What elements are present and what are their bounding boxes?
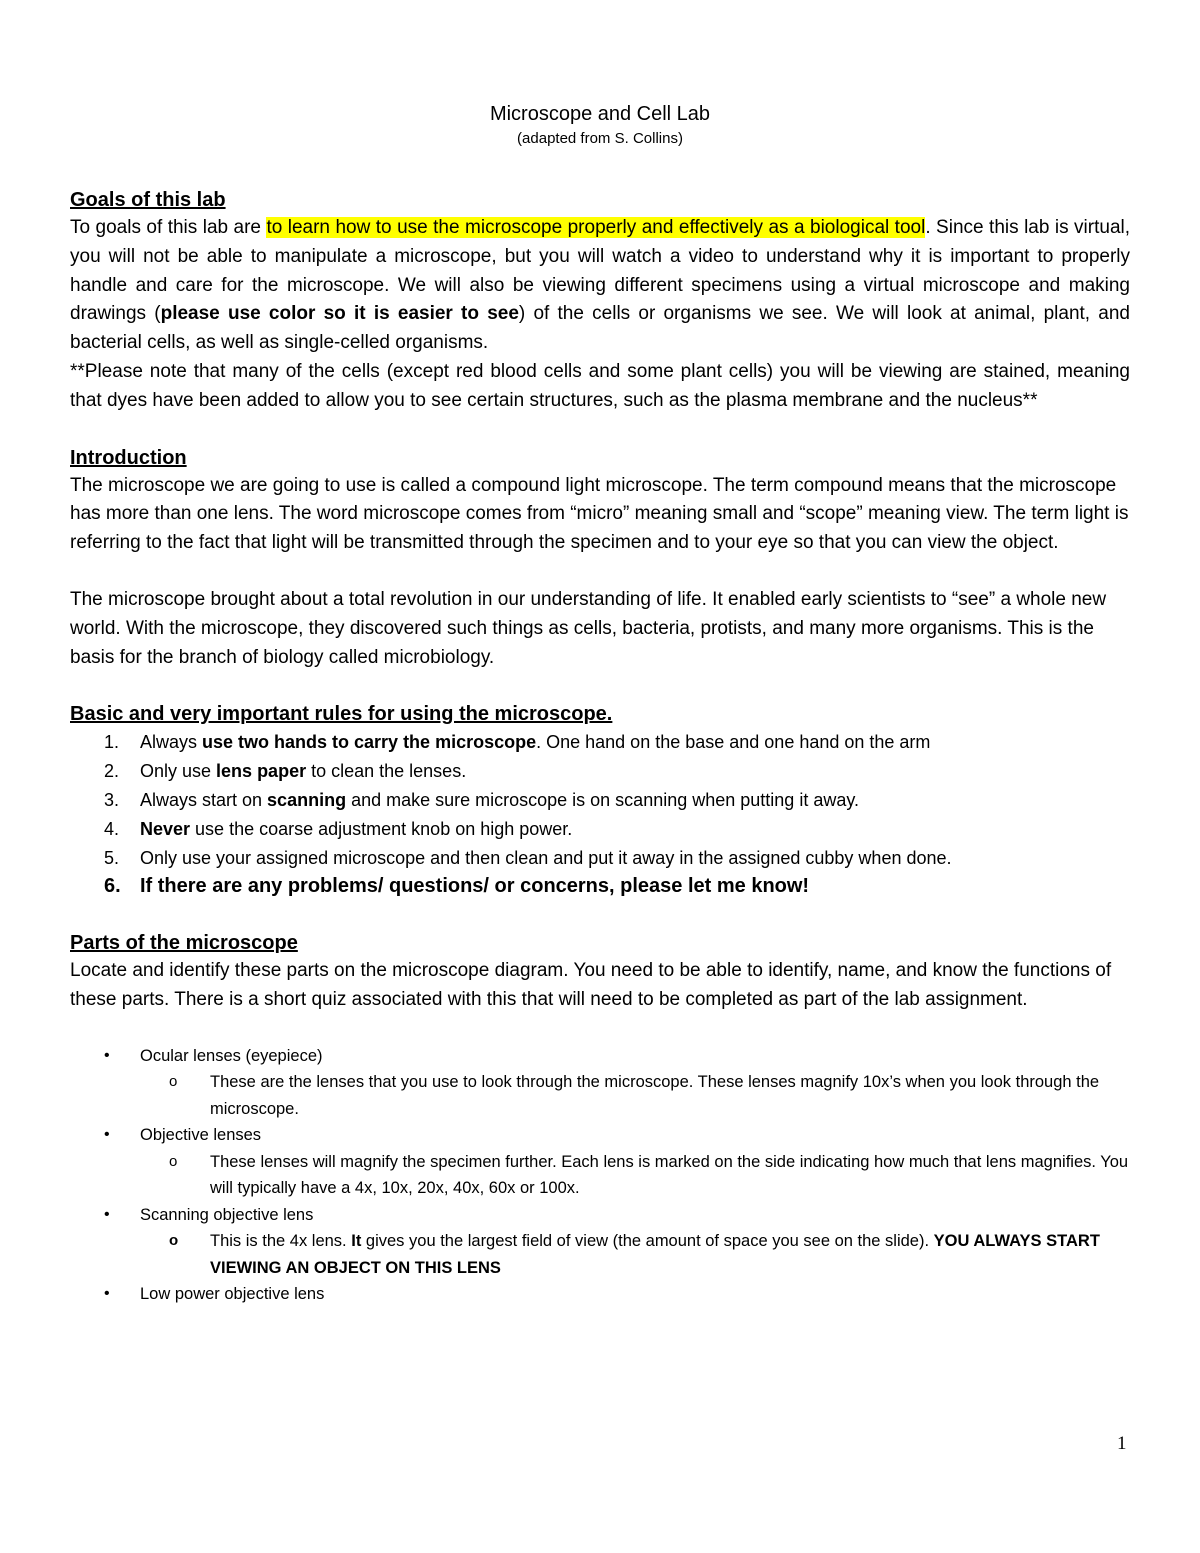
goals-highlight: to learn how to use the microscope properly and effectively as a biological tool	[266, 217, 926, 238]
parts-intro: Locate and identify these parts on the microscope diagram. You need to be able to identify, name, and know the functions of these parts. There is a short quiz associated with this that will need to be completed as part of the lab assignment.	[70, 960, 1112, 1010]
part-description: These lenses will magnify the specimen further. Each lens is marked on the side indicating how much that lens magnifies. You will typically have a 4x, 10x, 20x, 40x, 60x or 100x.	[210, 1152, 1129, 1198]
rule-number: 5.	[104, 847, 120, 868]
rule-text: Only use your assigned microscope and then clean and put it away in the assigned cubby when done.	[140, 847, 952, 868]
rule-number: 3.	[104, 789, 120, 810]
rule-bold: Never	[140, 818, 191, 839]
rules-heading: Basic and very important rules for using the microscope.	[70, 703, 613, 726]
bullet-icon: •	[104, 1205, 110, 1223]
intro-paragraph-1: The microscope we are going to use is called a compound light microscope. The term compound means that the microscope has more than one lens. The word microscope comes from “micro” meaning small and “scope” meaning view. The term light is referring to the fact that light will be transmitted through the specimen and to your eye so that you can view the object.	[70, 474, 1129, 554]
rule-item	[70, 786, 1130, 815]
part-description: This is the 4x lens.	[210, 1232, 352, 1251]
doc-title: Microscope and Cell Lab	[489, 103, 711, 125]
doc-subtitle: (adapted from S. Collins)	[517, 130, 683, 147]
sublist-item	[140, 1069, 1130, 1122]
document-page	[70, 100, 1130, 1308]
sublist	[140, 1069, 1130, 1122]
rule-text: Always start on	[140, 789, 268, 810]
rule-number: 4.	[104, 818, 120, 839]
rule-number: 1.	[104, 732, 120, 753]
bullet-icon: •	[104, 1285, 110, 1303]
rule-bold: lens paper	[216, 761, 307, 782]
parts-heading: Parts of the microscope	[70, 932, 298, 955]
sub-bullet-icon: o	[169, 1073, 178, 1091]
sub-bullet-icon: o	[169, 1152, 178, 1170]
part-label: Low power objective lens	[140, 1285, 325, 1304]
rule-item	[70, 872, 1130, 901]
list-item	[70, 1122, 1130, 1202]
rule-text: to clean the lenses.	[306, 761, 467, 782]
rule-bold: If there are any problems/ questions/ or concerns, please let me know!	[140, 875, 810, 898]
rule-item	[70, 757, 1130, 786]
rule-number: 2.	[104, 761, 120, 782]
sublist	[140, 1228, 1130, 1281]
rule-text: use the coarse adjustment knob on high power.	[190, 818, 573, 839]
intro-paragraph-2: The microscope brought about a total revolution in our understanding of life. It enabled early scientists to “see” a whole new world. With the microscope, they discovered such things as cells, bacteria, protists, and many more organisms. This is the basis for the branch of biology called microbiology.	[70, 588, 1107, 668]
rule-item	[70, 728, 1130, 757]
goals-bold-color-note: please use color so it is easier to see	[160, 303, 519, 325]
rule-item	[70, 844, 1130, 873]
list-item	[70, 1281, 1130, 1308]
rule-text: Always	[140, 732, 203, 753]
rule-number: 6.	[104, 875, 121, 898]
rule-bold: use two hands to carry the microscope	[202, 732, 537, 753]
goals-text-3: ) of the cells or organisms we see. We will look at animal, plant, and bacterial cells, as well as single-celled organisms.	[70, 303, 1130, 354]
goals-paragraph	[70, 214, 1130, 358]
part-label: Objective lenses	[140, 1126, 262, 1145]
part-description-bold: YOU ALWAYS START VIEWING AN OBJECT ON THIS LENS	[210, 1232, 1100, 1277]
sublist-item	[140, 1149, 1130, 1202]
goals-text-1: To goals of this lab are	[70, 217, 267, 238]
stain-note: **Please note that many of the cells (except red blood cells and some plant cells) you will be viewing are stained, meaning that dyes have been added to allow you to see certain structures, such as the plasma membrane and the nucleus**	[70, 360, 1130, 411]
bullet-icon: •	[104, 1126, 110, 1144]
part-label: Ocular lenses (eyepiece)	[140, 1046, 323, 1065]
intro-heading: Introduction	[70, 446, 187, 469]
list-item	[70, 1202, 1130, 1282]
sublist	[140, 1149, 1130, 1202]
part-description-bold: It	[351, 1232, 362, 1251]
part-description: gives you the largest field of view (the amount of space you see on the slide).	[361, 1232, 934, 1251]
rule-text: Only use	[140, 761, 217, 782]
part-label: Scanning objective lens	[140, 1205, 314, 1224]
goals-heading: Goals of this lab	[70, 189, 226, 211]
sub-bullet-icon: o	[169, 1232, 179, 1250]
parts-list	[70, 1043, 1130, 1308]
list-item	[70, 1043, 1130, 1123]
bullet-icon: •	[104, 1046, 110, 1064]
part-description: These are the lenses that you use to look through the microscope. These lenses magnify 10x’s when you look through the microscope.	[210, 1073, 1100, 1118]
rules-list	[70, 728, 1130, 901]
rule-text: and make sure microscope is on scanning when putting it away.	[346, 789, 860, 810]
rule-item	[70, 815, 1130, 844]
rule-text: . One hand on the base and one hand on the arm	[536, 732, 931, 753]
sublist-item	[140, 1228, 1130, 1281]
page-number: 1	[1117, 1433, 1127, 1454]
goals-text-2: . Since this lab is virtual, you will not be able to manipulate a microscope, but you will watch a video to understand why it is important to properly handle and care for the microscope. We will also be viewing different specimens using a virtual microscope and making drawings (	[70, 217, 1131, 325]
rule-bold: scanning	[267, 789, 347, 810]
